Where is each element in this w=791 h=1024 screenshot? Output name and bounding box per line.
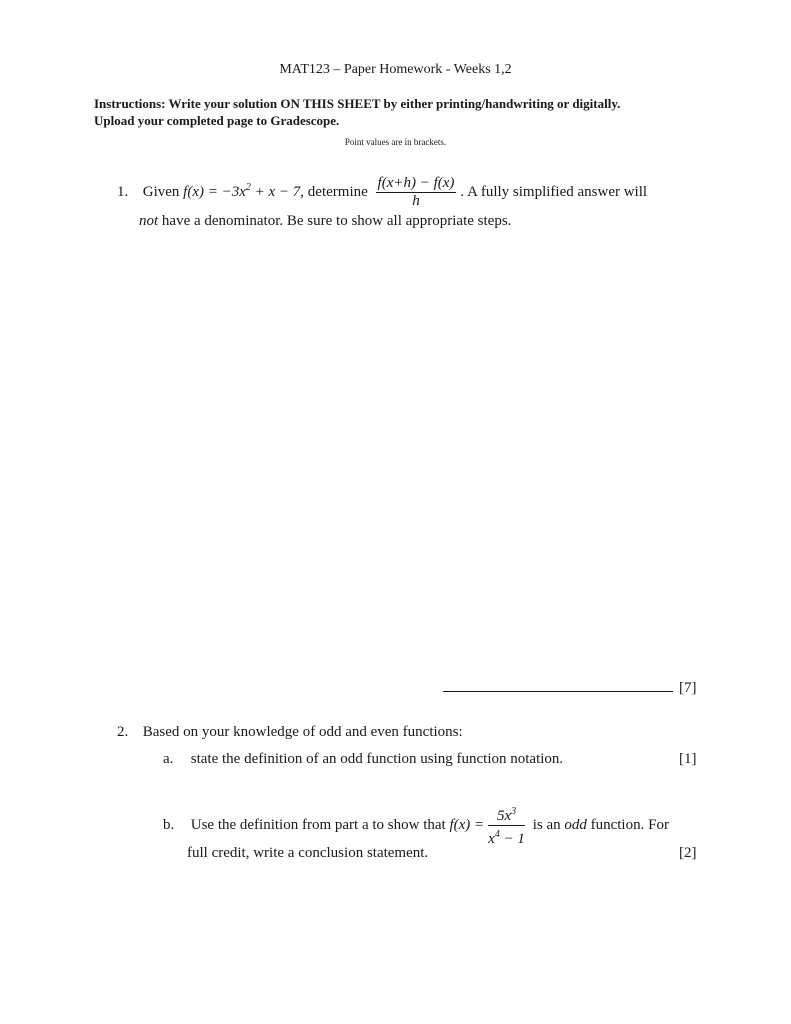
question-1-after: . A fully simplified answer will xyxy=(460,183,648,200)
question-1-determine: determine xyxy=(307,183,368,200)
function-exponent: 2 xyxy=(245,181,251,193)
rational-function xyxy=(488,803,525,848)
question-2-intro: Based on your knowledge of odd and even functions: xyxy=(142,724,463,740)
function-rest: + x − 7, xyxy=(250,183,305,200)
question-2b xyxy=(163,803,669,848)
difference-quotient xyxy=(376,175,457,210)
question-2a-points: [1] xyxy=(679,751,697,767)
question-2b-label: b. xyxy=(163,816,175,833)
question-1-number: 1. xyxy=(117,183,129,200)
question-2b-line-2: full credit, write a conclusion statement. xyxy=(187,845,429,861)
question-1-function xyxy=(183,181,305,200)
function-lhs: f(x) = −3x xyxy=(183,183,246,200)
question-2a-text: state the definition of an odd function using function notation. xyxy=(190,751,564,767)
question-1-line-2 xyxy=(139,213,511,230)
rational-function-denominator xyxy=(488,826,525,848)
instructions-line-1: Instructions: Write your solution ON THIS SHEET by either printing/handwriting or digitally. xyxy=(94,96,621,111)
question-2b-emphasis: odd xyxy=(564,816,587,833)
question-2b-points: [2] xyxy=(679,845,697,861)
question-1-answer xyxy=(443,677,697,697)
question-2 xyxy=(117,724,463,741)
page-title: MAT123 – Paper Homework - Weeks 1,2 xyxy=(279,62,512,77)
answer-blank[interactable] xyxy=(443,677,673,692)
numerator-base: 5x xyxy=(496,808,512,824)
question-2b-after: is an xyxy=(532,816,561,833)
question-2a xyxy=(163,751,563,768)
question-1-emphasis: not xyxy=(139,213,159,229)
question-2-number: 2. xyxy=(117,724,129,740)
numerator-exponent: 3 xyxy=(511,806,517,817)
question-2b-function: f(x) = xyxy=(449,816,485,833)
question-1 xyxy=(117,175,647,210)
denominator-base: x xyxy=(488,831,495,847)
instructions xyxy=(94,95,620,129)
question-1-points: [7] xyxy=(679,680,697,696)
question-2a-label: a. xyxy=(163,751,174,767)
question-2b-text: Use the definition from part a to show that xyxy=(190,816,446,833)
points-note: Point values are in brackets. xyxy=(344,137,447,147)
rational-function-numerator xyxy=(488,803,525,826)
question-2b-end: function. For xyxy=(590,816,669,833)
difference-quotient-numerator: f(x+h) − f(x) xyxy=(377,175,455,191)
instructions-line-2: Upload your completed page to Gradescope. xyxy=(94,113,340,128)
denominator-rest: − 1 xyxy=(499,831,525,847)
difference-quotient-denominator: h xyxy=(412,193,420,209)
question-1-given: Given xyxy=(142,183,180,200)
question-1-line-2-text: have a denominator. Be sure to show all appropriate steps. xyxy=(158,213,512,229)
denominator-exponent: 4 xyxy=(494,829,500,840)
